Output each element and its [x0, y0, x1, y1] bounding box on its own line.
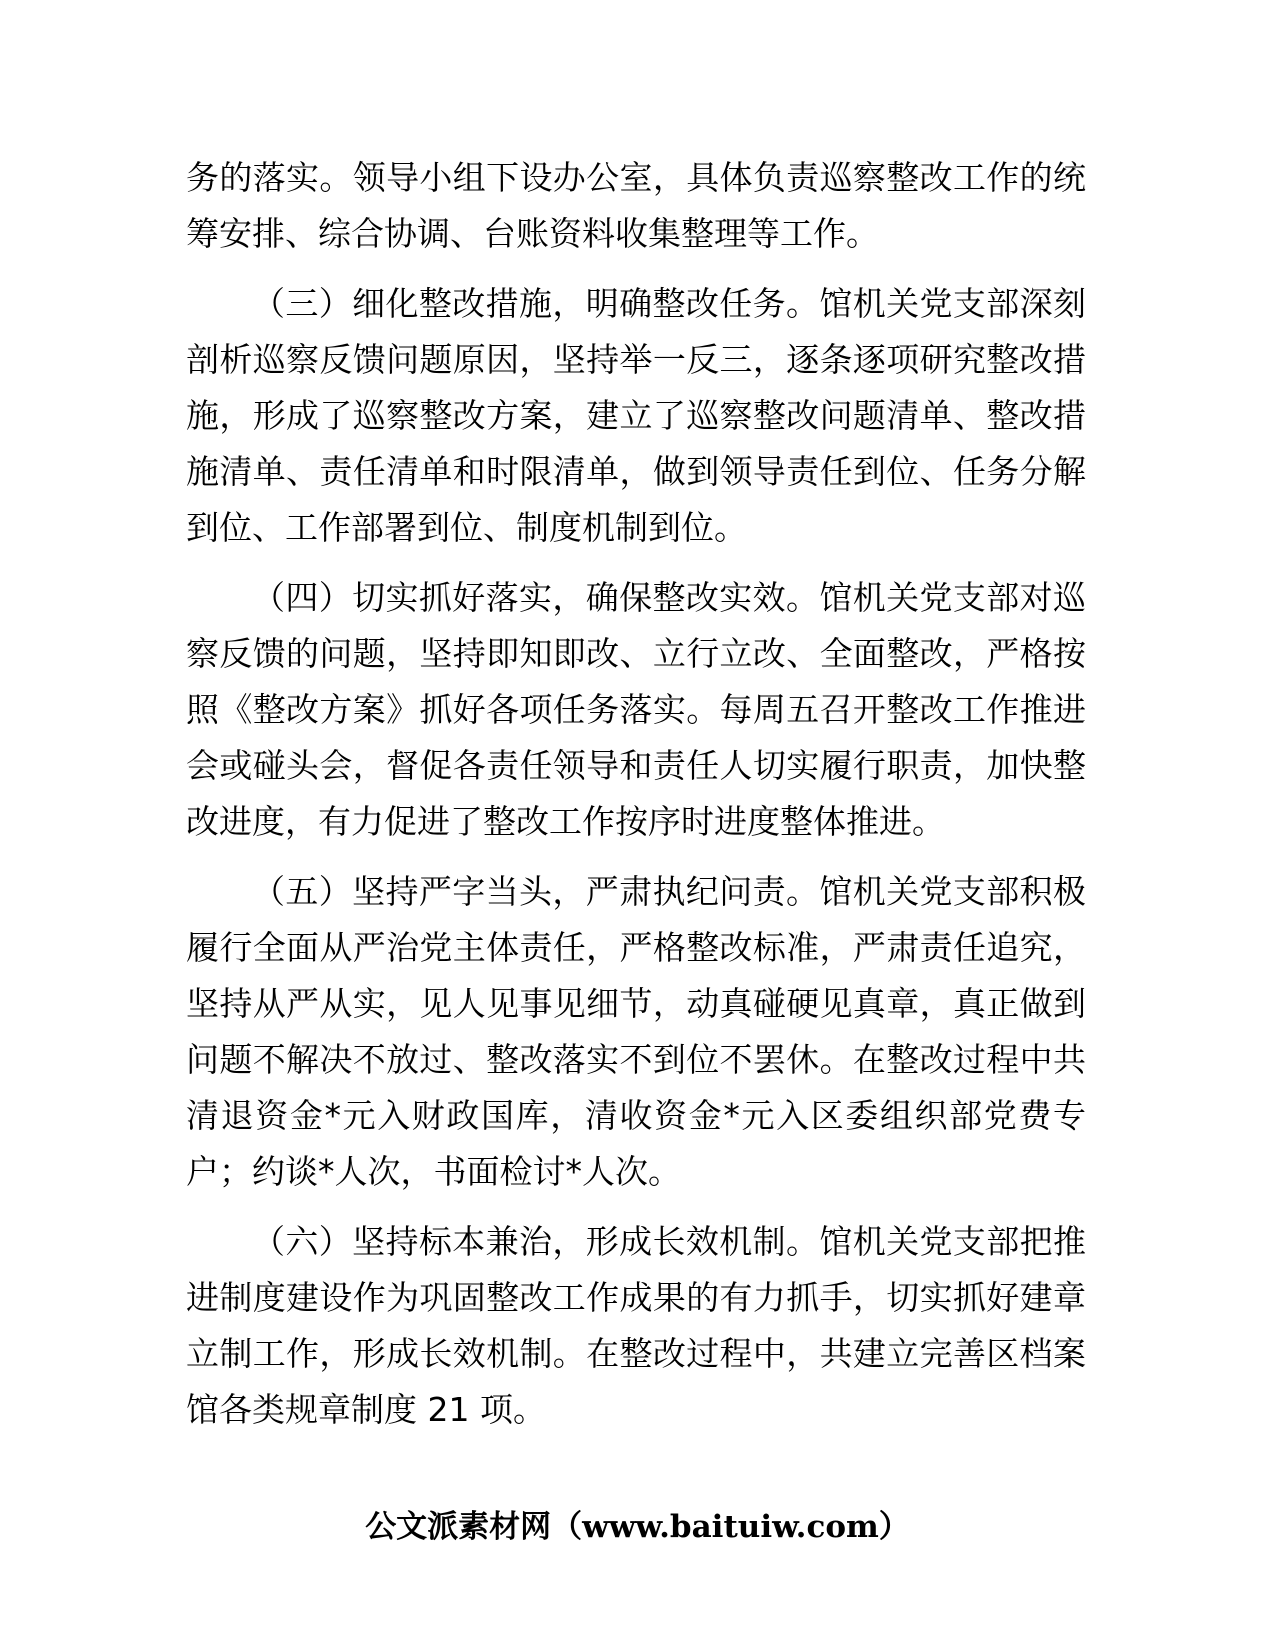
- text-line: 察反馈的问题，坚持即知即改、立行立改、全面整改，严格按: [186, 634, 1086, 673]
- text-line: （三）细化整改措施，明确整改任务。馆机关党支部深刻: [252, 284, 1086, 323]
- text-line: 户；约谈*人次，书面检讨*人次。: [186, 1152, 681, 1191]
- paragraph-1: [186, 150, 1086, 262]
- text-line: 剖析巡察反馈问题原因，坚持举一反三，逐条逐项研究整改措: [186, 340, 1086, 379]
- text-line: （四）切实抓好落实，确保整改实效。馆机关党支部对巡: [252, 578, 1086, 617]
- document-body: [186, 150, 1086, 1438]
- text-line: 筹安排、综合协调、台账资料收集整理等工作。: [186, 214, 879, 253]
- text-line: 照《整改方案》抓好各项任务落实。每周五召开整改工作推进: [186, 690, 1086, 729]
- paragraph-5: [186, 1214, 1086, 1438]
- text-line: 会或碰头会，督促各责任领导和责任人切实履行职责，加快整: [186, 746, 1086, 785]
- text-line: 问题不解决不放过、整改落实不到位不罢休。在整改过程中共: [186, 1040, 1086, 1079]
- text-line: （五）坚持严字当头，严肃执纪问责。馆机关党支部积极: [252, 872, 1086, 911]
- footer-watermark-text: 公文派素材网（www.baituiw.com）: [365, 1509, 910, 1545]
- text-line: 立制工作，形成长效机制。在整改过程中，共建立完善区档案: [186, 1334, 1086, 1373]
- paragraph-3: [186, 570, 1086, 850]
- text-line: 馆各类规章制度 21 项。: [186, 1390, 546, 1429]
- paragraph-4: [186, 864, 1086, 1200]
- text-line: 坚持从严从实，见人见事见细节，动真碰硬见真章，真正做到: [186, 984, 1086, 1023]
- text-line: 改进度，有力促进了整改工作按序时进度整体推进。: [186, 802, 945, 841]
- paragraph-2: [186, 276, 1086, 556]
- text-line: （六）坚持标本兼治，形成长效机制。馆机关党支部把推: [252, 1222, 1086, 1261]
- text-line: 清退资金*元入财政国库，清收资金*元入区委组织部党费专: [186, 1096, 1086, 1135]
- text-line: 务的落实。领导小组下设办公室，具体负责巡察整改工作的统: [186, 158, 1086, 197]
- text-line: 施清单、责任清单和时限清单，做到领导责任到位、任务分解: [186, 452, 1086, 491]
- text-line: 施，形成了巡察整改方案，建立了巡察整改问题清单、整改措: [186, 396, 1086, 435]
- text-line: 进制度建设作为巩固整改工作成果的有力抓手，切实抓好建章: [186, 1278, 1086, 1317]
- text-line: 履行全面从严治党主体责任，严格整改标准，严肃责任追究，: [186, 928, 1086, 967]
- text-line: 到位、工作部署到位、制度机制到位。: [186, 508, 747, 547]
